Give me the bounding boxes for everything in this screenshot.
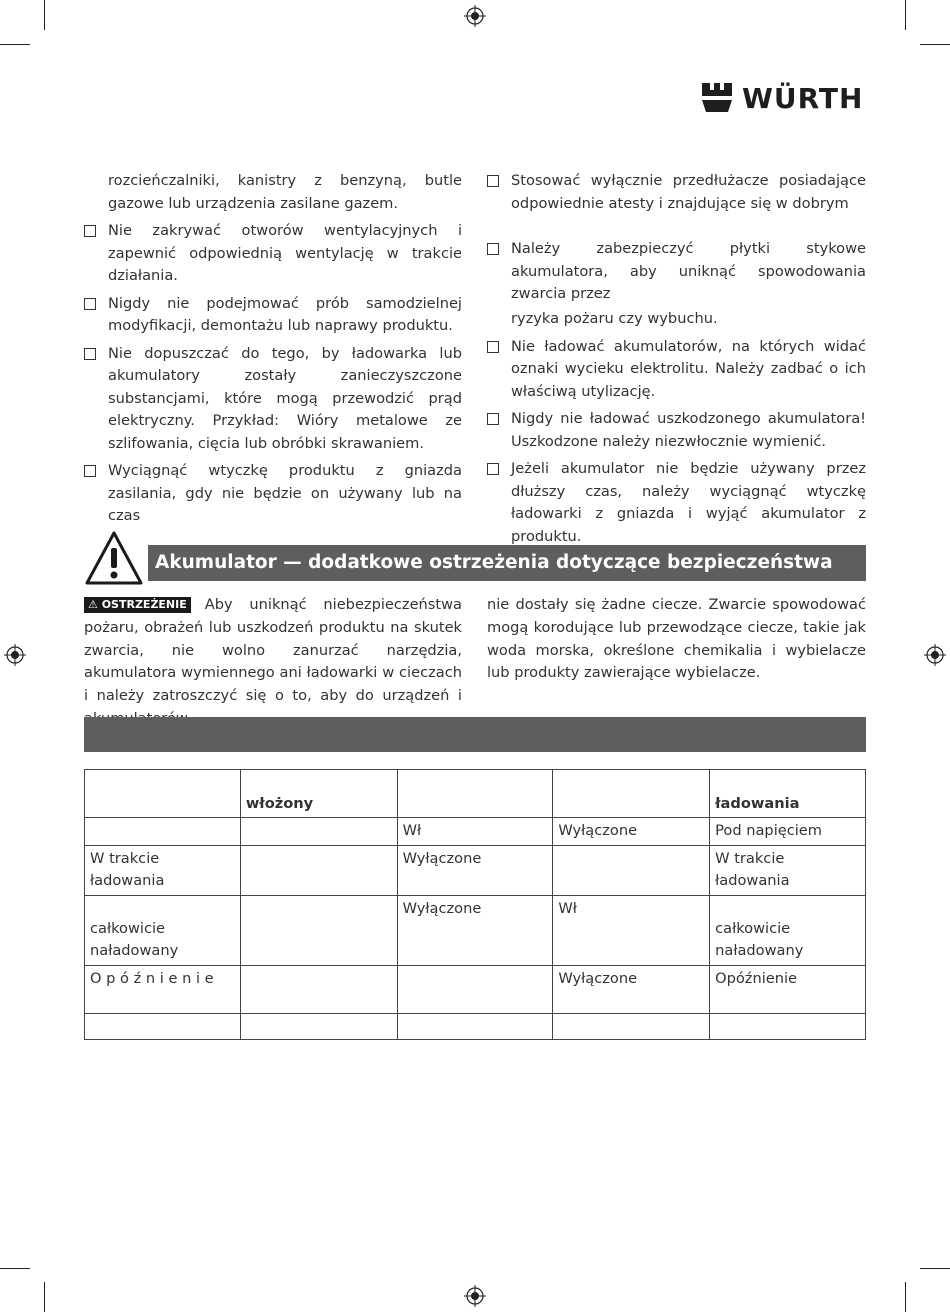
table-cell (397, 1013, 553, 1039)
list-item: Nigdy nie podejmować prób samodzielnej modyfikacji, demontażu lub naprawy produktu. (84, 293, 462, 338)
table-cell: W trakcie ładowania (85, 845, 241, 895)
list-item: Nie dopuszczać do tego, by ładowarka lub akumulatory zostały zanieczyszczone substancjami, które mogą przewodzić prąd elektryczny. Przykład: Wióry metalowe ze szlifowania, cięcia lub obróbki skrawaniem. (84, 343, 462, 456)
table-header-row (85, 770, 866, 818)
table-cell: Wł (553, 895, 710, 965)
warning-badge: ⚠ OSTRZEŻENIE (84, 597, 191, 613)
table-row (85, 845, 866, 895)
crop-mark (920, 1268, 950, 1269)
crop-mark (44, 1282, 45, 1312)
list-item: Wyciągnąć wtyczkę produktu z gniazda zasilania, gdy nie będzie on używany lub na czas (84, 460, 462, 528)
table-header-cell: włożony (240, 770, 397, 818)
table-cell (85, 818, 241, 846)
checkbox-icon (84, 298, 96, 310)
list-item: Nigdy nie ładować uszkodzonego akumulatora! Uszkodzone należy niezwłocznie wymienić. (487, 408, 866, 453)
table-cell: Wyłączone (397, 845, 553, 895)
table-cell (240, 818, 397, 846)
wurth-emblem-icon (700, 81, 734, 115)
table-cell (240, 1013, 397, 1039)
status-table (84, 769, 866, 1040)
table-header-cell (397, 770, 553, 818)
table-cell: Pod napięciem (710, 818, 866, 846)
registration-mark-icon (464, 1285, 486, 1307)
section-title: Akumulator — dodatkowe ostrzeżenia dotyczące bezpieczeństwa (148, 545, 866, 581)
checkbox-icon (84, 348, 96, 360)
table-header-cell: ładowania (710, 770, 866, 818)
checkbox-icon (487, 463, 499, 475)
crop-mark (44, 0, 45, 30)
checkbox-icon (487, 175, 499, 187)
continuation-text: ryzyka pożaru czy wybuchu. (511, 310, 718, 327)
table-row (85, 818, 866, 846)
table-cell: Opóźnienie (710, 965, 866, 1013)
list-item: Nie ładować akumulatorów, na których widać oznaki wycieku elektrolitu. Należy zadbać o ich właściwą utylizację. (487, 336, 866, 404)
table-cell (240, 965, 397, 1013)
table-cell: całkowicie naładowany (710, 895, 866, 965)
checkbox-icon (487, 413, 499, 425)
table-cell (85, 1013, 241, 1039)
crop-mark (0, 44, 30, 45)
registration-mark-icon (4, 644, 26, 666)
table-cell (240, 895, 397, 965)
checkbox-icon (84, 225, 96, 237)
crop-mark (905, 1282, 906, 1312)
table-cell: W trakcie ładowania (710, 845, 866, 895)
list-item: Nie zakrywać otworów wentylacyjnych i zapewnić odpowiednią wentylację w trakcie działania. (84, 220, 462, 288)
registration-mark-icon (464, 5, 486, 27)
crop-mark (905, 0, 906, 30)
table-row (85, 895, 866, 965)
table-cell: całkowicie naładowany (85, 895, 241, 965)
table-cell (710, 1013, 866, 1039)
checkbox-icon (487, 341, 499, 353)
list-item: Jeżeli akumulator nie będzie używany przez dłuższy czas, należy wyciągnąć wtyczkę ładowarki z gniazda i wyjąć akumulator z produktu. (487, 458, 866, 548)
table-cell (553, 1013, 710, 1039)
table-row (85, 965, 866, 1013)
table-cell: Wyłączone (553, 965, 710, 1013)
table-cell: O p ó ź n i e n i e (85, 965, 241, 1013)
table-cell: Wł (397, 818, 553, 846)
list-item: Należy zabezpieczyć płytki stykowe akumulatora, aby uniknąć spowodowania zwarcia przez (487, 238, 866, 308)
table-title-band (84, 717, 866, 752)
table-header-cell (553, 770, 710, 818)
registration-mark-icon (924, 644, 946, 666)
table-header-cell (85, 770, 241, 818)
right-column (487, 170, 866, 553)
checkbox-icon (487, 243, 499, 255)
brand-logo (700, 80, 863, 116)
table-row (85, 1013, 866, 1039)
warning-paragraph-right: nie dostały się żadne ciecze. Zwarcie spowodować mogą korodujące lub przewodzące ciecze, takie jak woda morska, określone chemikalia i wybielacze lub produkty zawierające wybielacze. (487, 596, 866, 682)
crop-mark (0, 1268, 30, 1269)
left-column (84, 170, 462, 533)
table-cell: Wyłączone (397, 895, 553, 965)
warning-triangle-icon (84, 530, 144, 586)
table-cell (240, 845, 397, 895)
crop-mark (920, 44, 950, 45)
warning-paragraph-left: ⚠ OSTRZEŻENIE Aby uniknąć niebezpieczeństwa pożaru, obrażeń lub uszkodzeń produktu na skutek zwarcia, nie wolno zanurzać narzędzia, akumulatora wymiennego ani ładowarki w cieczach i należy zatroszczyć się o to, aby do urządzeń i (84, 596, 462, 705)
table-cell: Wyłączone (553, 818, 710, 846)
table-cell (397, 965, 553, 1013)
checkbox-icon (84, 465, 96, 477)
continuation-text: rozcieńczalniki, kanistry z benzyną, butle gazowe lub urządzenia zasilane gazem. (108, 172, 462, 212)
brand-name: WÜRTH (742, 81, 864, 115)
list-item: Stosować wyłącznie przedłużacze posiadające odpowiednie atesty i znajdujące się w dobrym (487, 170, 866, 238)
table-cell (553, 845, 710, 895)
